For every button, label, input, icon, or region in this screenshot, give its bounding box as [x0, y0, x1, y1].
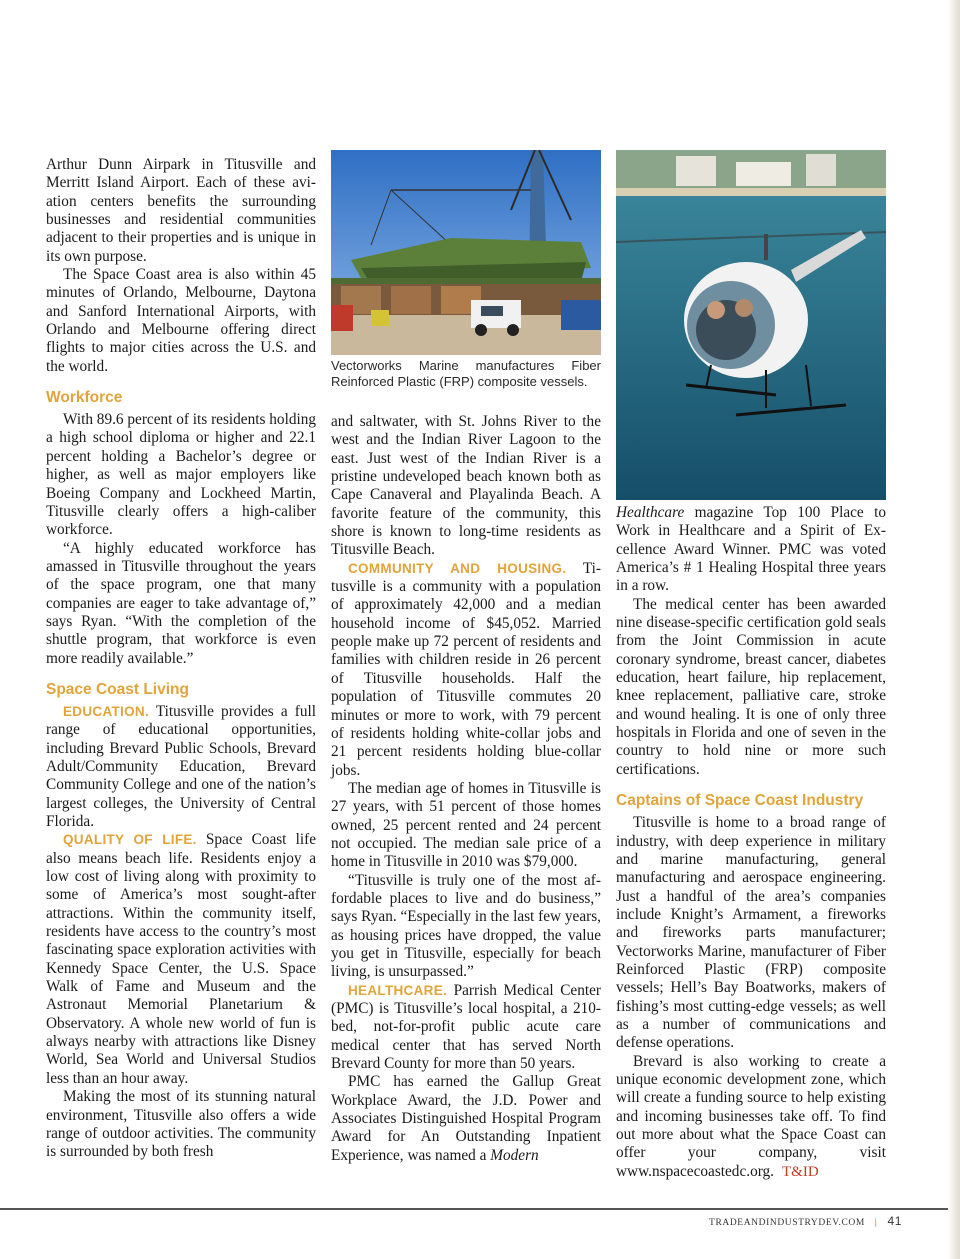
space-coast-living-heading: Space Coast Living — [46, 680, 189, 698]
paragraph: With 89.6 percent of its residents holding a high school diploma or higher and 22.1 percent holding a Bachelor’s degree or higher, as well as major employers like Boeing Company and Lockheed Martin, Titusville clearly offers a high-caliber workforce. — [46, 411, 317, 539]
paragraph — [331, 982, 601, 1074]
healthcare-runin: HEALTHCARE. — [348, 982, 448, 998]
footer — [709, 1214, 902, 1228]
healthcare-text: Parrish Medical Center (PMC) is Titusville’s local hospital, a 210-bed, not-for-profit public acute care medical center that has served North Brevard County for more than 50 years. — [331, 981, 601, 1073]
captains-heading: Captains of Space Coast Industry — [616, 792, 864, 810]
paragraph — [331, 560, 601, 780]
quality-of-life-runin: QUALITY OF LIFE. — [63, 832, 197, 848]
paragraph: The median age of homes in Titusville is 27 years, with 51 percent of those homes owned, 25 percent rented and 24 percent not occupied. The median sale price of a home in Titusville in 2010 was $79,000. — [331, 779, 601, 871]
paragraph: and saltwater, with St. Johns River to the west and the Indian River Lagoon to the east. Just west of the Indian River is a pristine undeveloped beach known both as Cape Canaveral and Playalinda Beach. A favorite feature of the community, this shore is known to long-time residents as Titusville Beach. — [331, 413, 601, 559]
paragraph: The medical center has been awarded nine disease-specific certification gold seals from the Joint Commission in acute coronary syndrome, breast cancer, diabetes education, heart failure, hip replacement, knee replacement, palliative care, stroke and wound healing. It is one of only three hospitals in Florida and one of seven in the country to hold nine or more such certifications. — [616, 595, 886, 778]
paragraph: “A highly educated workforce has amassed in Titusville throughout the years of the space program, one that many companies are eager to take advantage of,” says Ryan. “With the completion of the shuttle program, that workforce is even more readily available.” — [46, 539, 316, 667]
page-edge-shadow — [948, 0, 960, 1259]
workforce-heading: Workforce — [46, 389, 123, 407]
column-3 — [616, 504, 886, 1181]
page-number: 41 — [887, 1214, 902, 1228]
education-runin: EDUCATION. — [63, 703, 149, 719]
column-1 — [46, 156, 316, 1162]
footer-site: TRADEANDINDUSTRYDEV.COM — [709, 1218, 865, 1228]
healthcare-italic: Healthcare — [616, 504, 685, 521]
pmc-awards-text: PMC has earned the Gallup Great Workplace Award, the J.D. Power and Associates Distinguished Hospital Program Award for An Outstanding Inpatient Experience, was named a — [331, 1073, 601, 1164]
pmc-awards-continued: magazine Top 100 Place to Work in Healthcare and a Spirit of Excellence Award Winner. PMC was voted America’s # 1 Healing Hospital three years in a row. — [616, 504, 886, 595]
paragraph — [616, 1053, 886, 1181]
community-housing-runin: COMMUNITY AND HOUSING. — [348, 560, 567, 576]
photo-caption: Vectorworks Marine manufactures Fiber Reinforced Plastic (FRP) composite vessels. — [331, 358, 601, 389]
paragraph: Arthur Dunn Airpark in Titusville and Merritt Island Airport. Each of these aviation centers benefits the surrounding businesses and residential communities adjacent to their properties and is unique in its own purpose. — [46, 156, 316, 265]
paragraph — [46, 703, 316, 831]
quality-of-life-text: Space Coast life also means beach life. Residents enjoy a low cost of living along with proximity to some of America’s most sought-after attractions. Within the community itself, residents have access to the country’s most fascinating space exploration activities with Kennedy Space Center, the U.S. Space Walk of Fame and Museum and the Astronaut Memorial Planetarium & Observatory. A whole new world of fun is always nearby with attractions like Disney World, Sea World and Universal Studios less than an hour away. — [46, 831, 316, 1087]
modern-italic: Modern — [490, 1146, 539, 1164]
end-mark: T&ID — [782, 1163, 819, 1180]
column-2 — [331, 413, 601, 1165]
paragraph: “Titusville is truly one of the most affordable places to live and do business,” says Ryan. “Especially in the last few years, as housing prices have dropped, the value you get in Titusville, especially for beach living, is unsurpassed.” — [331, 871, 601, 981]
helicopter-photo — [616, 150, 886, 500]
paragraph: Making the most of its stunning natural environment, Titusville also offers a wide range of outdoor activities. The community is surrounded by both fresh — [46, 1088, 316, 1161]
paragraph: Titusville is home to a broad range of industry, with deep experience in military and marine manufacturing, general manufacturing and aerospace engineering. Just a handful of the area’s companies include Knight’s Armament, a fireworks and fireworks parts manufacturer; Vectorworks Marine, manufacturer of Fiber Reinforced Plastic (FRP) composite vessels; Hell’s Bay Boatworks, makers of fishing’s most cutting-edge vessels; as well as a number of communications and defense operations. — [616, 814, 886, 1052]
vectorworks-marine-photo — [331, 150, 601, 355]
paragraph: The Space Coast area is also within 45 minutes of Orlando, Melbourne, Daytona and Sanford International Airports, with Orlando and Melbourne offering direct flights to major cities across the U.S. and the world. — [46, 266, 316, 375]
community-housing-text: Titusville is a community with a population of approximately 42,000 and a median household income of $45,052. Married people make up 72 percent of residents and families with children reside in 26 percent of Titusville households. Half the population of Titusville commutes 20 minutes or more to work, with 79 percent of residents holding white-collar jobs and 21 percent residents holding blue-collar jobs. — [331, 559, 601, 779]
footer-rule — [0, 1208, 948, 1210]
closing-text: Brevard is also working to create a unique economic development zone, which will create a funding source to help existing and incoming businesses take off. To find out more about what the Space Coast can offer your company, visit www.nspacecoastedc.org. — [616, 1052, 886, 1180]
paragraph — [46, 831, 316, 1088]
footer-separator: | — [874, 1218, 878, 1228]
paragraph — [331, 1073, 601, 1165]
education-text: Titusville provides a full range of educational opportunities, including Brevard Public Schools, Brevard Adult/Community Education, Brevard Community College and one of the nation’s largest colleges, the University of Central Florida. — [46, 702, 316, 830]
paragraph — [616, 504, 886, 596]
